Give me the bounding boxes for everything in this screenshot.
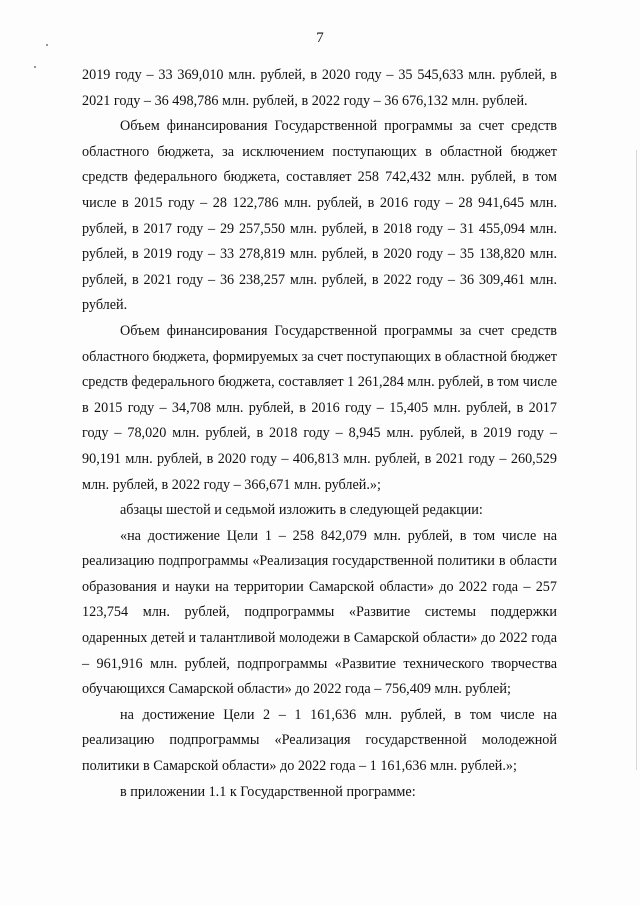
paragraph: «на достижение Цели 1 – 258 842,079 млн. рублей, в том числе на реализацию подпрограммы «Реализация государственной политики в области образования и науки на территории Самарской области» до 2022 года – 257 123,754 млн. рублей, подпрограммы «Развитие системы поддержки одаренных детей и талантливой молодежи в Самарской области» до 2022 года – 961,916 млн. рублей, подпрограммы «Развитие технического творчества обучающихся Самарской области» до 2022 года – 756,409 млн. рублей; [82,527,557,698]
paragraph: в приложении 1.1 к Государственной программе: [120,783,416,800]
paragraph: на достижение Цели 2 – 1 161,636 млн. рублей, в том числе на реализацию подпрограммы «Реализация государственной молодежной политики в Самарской области» до 2022 года – 1 161,636 млн. рублей.»; [82,706,557,775]
paragraph: 2019 году – 33 369,010 млн. рублей, в 2020 году – 35 545,633 млн. рублей, в 2021 году – 36 498,786 млн. рублей, в 2022 году – 36 676,132 млн. рублей. [82,67,557,109]
scan-edge-line [636,150,637,770]
paragraph: Объем финансирования Государственной программы за счет средств областного бюджета, за исключением поступающих в областной бюджет средств федерального бюджета, составляет 258 742,432 млн. рублей, в том числе в 2015 году – 28 122,786 млн. рублей, в 2016 году – 28 941,645 млн. рублей, в 2017 году – 29 257,550 млн. рублей, в 2018 году – 31 455,094 млн. рублей, в 2019 году – 33 278,819 млн. рублей, в 2020 году – 35 138,820 млн. рублей, в 2021 году – 36 238,257 млн. рублей, в 2022 году – 36 309,461 млн. рублей. [82,118,557,314]
page-number: 7 [316,30,324,46]
document-body [82,63,557,805]
paragraph: Объем финансирования Государственной программы за счет средств областного бюджета, формируемых за счет поступающих в областной бюджет средств федерального бюджета, составляет 1 261,284 млн. рублей, в том числе в 2015 году – 34,708 млн. рублей, в 2016 году – 15,405 млн. рублей, в 2017 году – 78,020 млн. рублей, в 2018 году – 8,945 млн. рублей, в 2019 году – 90,191 млн. рублей, в 2020 году – 406,813 млн. рублей, в 2021 году – 260,529 млн. рублей, в 2022 году – 366,671 млн. рублей.»; [82,322,557,493]
paragraph: абзацы шестой и седьмой изложить в следующей редакции: [120,502,483,519]
scan-speck [34,66,36,68]
